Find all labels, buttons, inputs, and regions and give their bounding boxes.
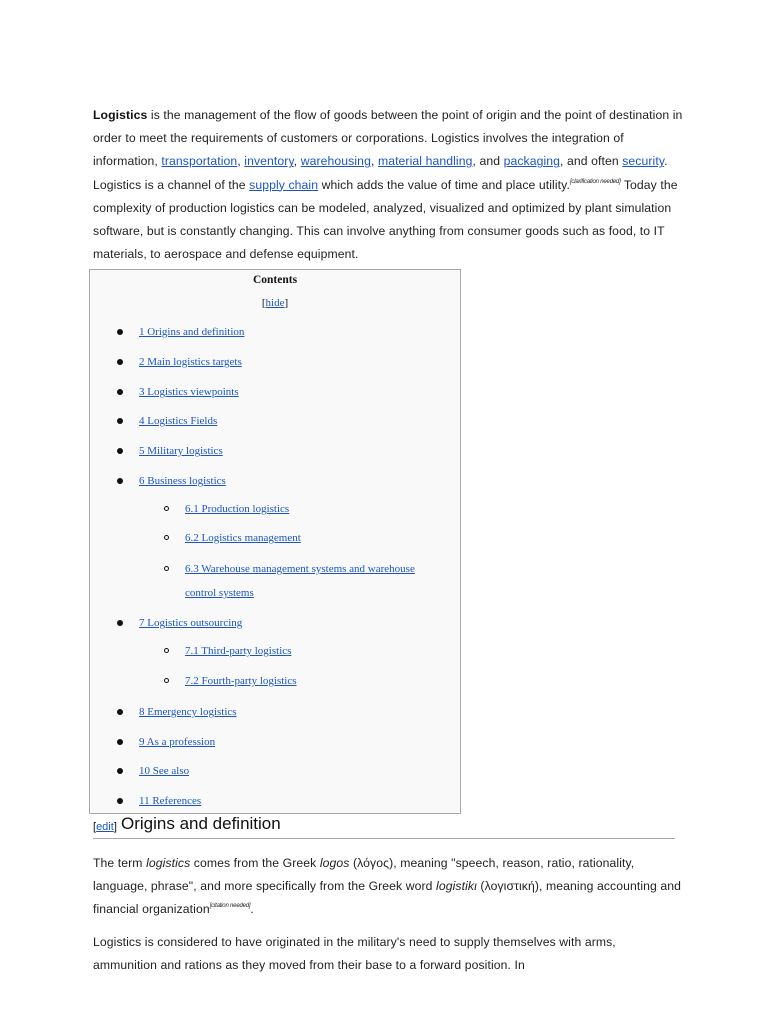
toc-item[interactable]: 7.2 Fourth-party logistics — [185, 675, 297, 687]
toc-sub-bullet — [164, 535, 169, 540]
toc-sub-bullet — [164, 648, 169, 653]
toc-item[interactable]: 4 Logistics Fields — [139, 415, 218, 427]
toc-item[interactable]: 6.1 Production logistics — [185, 503, 290, 515]
edit-bracket: ] — [113, 821, 117, 833]
intro-text: , and often — [560, 154, 623, 169]
paragraph-military-origin: Logistics is considered to have originated in the military's need to supply themselves with arms, ammunition and rations as they moved from their base to a forward position. In — [93, 935, 616, 973]
toc-bullet — [117, 329, 123, 335]
intro-text: which adds the value of time and place utility. — [318, 177, 570, 192]
toc-item[interactable]: 6 Business logistics — [139, 475, 226, 487]
edit-section — [93, 821, 117, 833]
toc-item[interactable]: 2 Main logistics targets — [139, 356, 242, 368]
toc-item[interactable]: 10 See also — [139, 765, 190, 777]
link-inventory[interactable]: inventory — [244, 154, 294, 169]
toc-item[interactable]: 7 Logistics outsourcing — [139, 617, 243, 629]
section-heading — [93, 813, 675, 839]
link-material-handling[interactable]: material handling — [377, 154, 473, 169]
table-of-contents — [89, 269, 461, 814]
toc-item[interactable]: 6.2 Logistics management — [185, 532, 301, 544]
intro-text: , — [370, 154, 378, 169]
heading-origins-and-definition: Origins and definition — [121, 814, 281, 833]
intro-paragraph — [93, 104, 683, 266]
para-text: (λόγος), meaning "speech, reason, ratio, rationality, language, phrase", and more specifically from the Greek word — [93, 856, 635, 894]
toc-bullet — [117, 768, 123, 774]
paragraph-origins — [93, 852, 683, 922]
link-packaging[interactable]: packaging — [503, 154, 561, 169]
link-warehousing[interactable]: warehousing — [300, 154, 371, 169]
toc-item[interactable]: 3 Logistics viewpoints — [139, 386, 239, 398]
para-text: . — [250, 902, 254, 917]
toc-bullet — [117, 448, 123, 454]
toc-hide-bracket: ] — [284, 297, 289, 309]
toc-title: Contents — [252, 274, 298, 286]
toc-bullet — [117, 418, 123, 424]
toc-item[interactable]: 9 As a profession — [139, 736, 216, 748]
link-transportation[interactable]: transportation — [161, 154, 238, 169]
toc-bullet — [117, 389, 123, 395]
toc-bullet — [117, 478, 123, 484]
para-text: The term — [93, 856, 147, 870]
term-logos: logos — [319, 856, 350, 870]
para-text: (λογιστική), meaning accounting and financial organization — [93, 879, 682, 917]
link-security[interactable]: security — [622, 154, 665, 169]
link-supply-chain[interactable]: supply chain — [249, 177, 319, 192]
toc-hide-link[interactable]: hide — [265, 297, 285, 309]
toc-bullet — [117, 359, 123, 365]
toc-item[interactable]: control systems — [185, 587, 254, 599]
intro-text: , — [237, 154, 245, 169]
intro-bold-term: Logistics — [93, 108, 148, 122]
toc-hide-bracket: [ — [261, 297, 266, 309]
toc-item[interactable]: 7.1 Third-party logistics — [185, 645, 292, 657]
toc-bullet — [117, 709, 123, 715]
toc-sub-bullet — [164, 506, 169, 511]
toc-item[interactable]: 5 Military logistics — [139, 445, 223, 457]
intro-text: is the management of the flow of goods between the point of origin and the point of destination in order to meet the requirements of customers or corporations. Logistics involves the integration of information, — [93, 108, 683, 169]
toc-bullet — [117, 798, 123, 804]
edit-link[interactable]: edit — [96, 821, 114, 833]
para-text: comes from the Greek — [190, 856, 320, 870]
clarification-needed-tag[interactable]: [clarification needed] — [569, 178, 621, 185]
term-logistiki: logistikι — [436, 879, 477, 894]
toc-sub-bullet — [164, 566, 169, 571]
toc-bullet — [117, 620, 123, 626]
toc-bullet — [117, 739, 123, 745]
intro-text: Today the complexity of production logistics can be modeled, analyzed, visualized and optimized by plant simulation software, but is constantly changing. This can involve anything from consumer goods such as food, to IT materials, to aerospace and defense equipment. — [93, 177, 678, 262]
intro-text: , — [293, 154, 301, 169]
citation-needed-tag[interactable]: [citation needed] — [209, 903, 251, 910]
edit-bracket: [ — [93, 821, 97, 833]
toc-item[interactable]: 1 Origins and definition — [139, 326, 245, 338]
intro-text: . Logistics is a channel of the — [93, 154, 668, 192]
toc-sub-bullet — [164, 678, 169, 683]
toc-item[interactable]: 11 References — [139, 795, 202, 807]
toc-hide-toggle — [90, 297, 460, 309]
toc-item[interactable]: 6.3 Warehouse management systems and warehouse — [185, 563, 415, 575]
term-logistics: logistics — [146, 856, 191, 870]
intro-text: , and — [472, 154, 504, 169]
toc-item[interactable]: 8 Emergency logistics — [139, 706, 237, 718]
